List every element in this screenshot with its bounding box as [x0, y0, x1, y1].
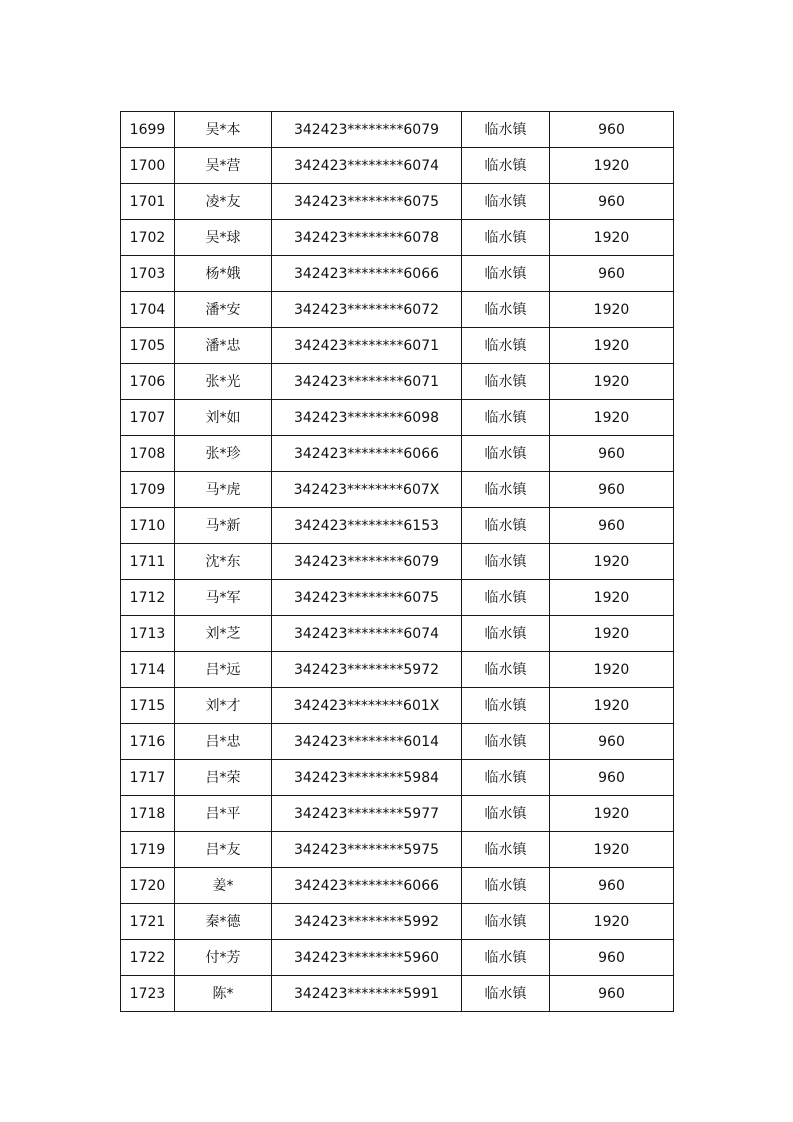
id-number: 342423********6075 [272, 184, 462, 220]
amount: 1920 [550, 400, 674, 436]
town-name: 临水镇 [462, 652, 550, 688]
row-number: 1722 [121, 940, 175, 976]
person-name: 秦*德 [175, 904, 272, 940]
town-name: 临水镇 [462, 616, 550, 652]
table-row [121, 976, 674, 1012]
id-number: 342423********6078 [272, 220, 462, 256]
table-row [121, 472, 674, 508]
table-row [121, 256, 674, 292]
row-number: 1711 [121, 544, 175, 580]
roster-table-body [121, 112, 674, 1012]
town-name: 临水镇 [462, 112, 550, 148]
id-number: 342423********607X [272, 472, 462, 508]
person-name: 吕*远 [175, 652, 272, 688]
table-row [121, 688, 674, 724]
amount: 1920 [550, 364, 674, 400]
row-number: 1716 [121, 724, 175, 760]
person-name: 吕*忠 [175, 724, 272, 760]
person-name: 潘*忠 [175, 328, 272, 364]
row-number: 1718 [121, 796, 175, 832]
table-row [121, 832, 674, 868]
person-name: 马*虎 [175, 472, 272, 508]
id-number: 342423********6098 [272, 400, 462, 436]
town-name: 临水镇 [462, 724, 550, 760]
town-name: 临水镇 [462, 364, 550, 400]
amount: 1920 [550, 796, 674, 832]
row-number: 1699 [121, 112, 175, 148]
amount: 960 [550, 976, 674, 1012]
id-number: 342423********6066 [272, 868, 462, 904]
id-number: 342423********5991 [272, 976, 462, 1012]
row-number: 1703 [121, 256, 175, 292]
row-number: 1717 [121, 760, 175, 796]
town-name: 临水镇 [462, 508, 550, 544]
person-name: 杨*娥 [175, 256, 272, 292]
id-number: 342423********6072 [272, 292, 462, 328]
id-number: 342423********6071 [272, 328, 462, 364]
id-number: 342423********6071 [272, 364, 462, 400]
id-number: 342423********5992 [272, 904, 462, 940]
table-row [121, 904, 674, 940]
person-name: 马*军 [175, 580, 272, 616]
row-number: 1709 [121, 472, 175, 508]
table-row [121, 760, 674, 796]
id-number: 342423********6066 [272, 436, 462, 472]
amount: 1920 [550, 544, 674, 580]
town-name: 临水镇 [462, 544, 550, 580]
row-number: 1704 [121, 292, 175, 328]
amount: 960 [550, 256, 674, 292]
person-name: 吴*球 [175, 220, 272, 256]
row-number: 1701 [121, 184, 175, 220]
id-number: 342423********5977 [272, 796, 462, 832]
table-row [121, 292, 674, 328]
amount: 1920 [550, 580, 674, 616]
amount: 960 [550, 436, 674, 472]
row-number: 1723 [121, 976, 175, 1012]
amount: 960 [550, 472, 674, 508]
row-number: 1715 [121, 688, 175, 724]
town-name: 临水镇 [462, 976, 550, 1012]
id-number: 342423********6074 [272, 148, 462, 184]
person-name: 张*光 [175, 364, 272, 400]
row-number: 1706 [121, 364, 175, 400]
table-row [121, 436, 674, 472]
person-name: 凌*友 [175, 184, 272, 220]
town-name: 临水镇 [462, 220, 550, 256]
table-row [121, 616, 674, 652]
id-number: 342423********6153 [272, 508, 462, 544]
row-number: 1721 [121, 904, 175, 940]
person-name: 吴*营 [175, 148, 272, 184]
id-number: 342423********5984 [272, 760, 462, 796]
town-name: 临水镇 [462, 580, 550, 616]
row-number: 1708 [121, 436, 175, 472]
town-name: 临水镇 [462, 688, 550, 724]
table-row [121, 868, 674, 904]
table-row [121, 112, 674, 148]
person-name: 姜* [175, 868, 272, 904]
town-name: 临水镇 [462, 760, 550, 796]
amount: 1920 [550, 616, 674, 652]
amount: 1920 [550, 328, 674, 364]
amount: 1920 [550, 148, 674, 184]
id-number: 342423********6014 [272, 724, 462, 760]
person-name: 吕*荣 [175, 760, 272, 796]
person-name: 刘*如 [175, 400, 272, 436]
person-name: 马*新 [175, 508, 272, 544]
person-name: 吴*本 [175, 112, 272, 148]
amount: 960 [550, 868, 674, 904]
table-row [121, 652, 674, 688]
table-row [121, 796, 674, 832]
table-row [121, 544, 674, 580]
amount: 960 [550, 508, 674, 544]
table-row [121, 184, 674, 220]
table-row [121, 724, 674, 760]
person-name: 刘*芝 [175, 616, 272, 652]
table-row [121, 328, 674, 364]
town-name: 临水镇 [462, 400, 550, 436]
amount: 960 [550, 112, 674, 148]
roster-table [120, 111, 674, 1012]
town-name: 临水镇 [462, 256, 550, 292]
amount: 1920 [550, 904, 674, 940]
row-number: 1713 [121, 616, 175, 652]
row-number: 1710 [121, 508, 175, 544]
town-name: 临水镇 [462, 328, 550, 364]
amount: 960 [550, 724, 674, 760]
id-number: 342423********6079 [272, 112, 462, 148]
amount: 960 [550, 940, 674, 976]
id-number: 342423********6075 [272, 580, 462, 616]
id-number: 342423********601X [272, 688, 462, 724]
row-number: 1720 [121, 868, 175, 904]
town-name: 临水镇 [462, 292, 550, 328]
row-number: 1707 [121, 400, 175, 436]
amount: 1920 [550, 220, 674, 256]
person-name: 陈* [175, 976, 272, 1012]
amount: 1920 [550, 292, 674, 328]
town-name: 临水镇 [462, 868, 550, 904]
id-number: 342423********5960 [272, 940, 462, 976]
id-number: 342423********5975 [272, 832, 462, 868]
table-row [121, 508, 674, 544]
row-number: 1714 [121, 652, 175, 688]
town-name: 临水镇 [462, 796, 550, 832]
row-number: 1705 [121, 328, 175, 364]
id-number: 342423********6079 [272, 544, 462, 580]
amount: 960 [550, 184, 674, 220]
amount: 1920 [550, 832, 674, 868]
person-name: 付*芳 [175, 940, 272, 976]
town-name: 临水镇 [462, 184, 550, 220]
person-name: 吕*平 [175, 796, 272, 832]
town-name: 临水镇 [462, 832, 550, 868]
town-name: 临水镇 [462, 904, 550, 940]
id-number: 342423********6066 [272, 256, 462, 292]
table-row [121, 580, 674, 616]
person-name: 刘*才 [175, 688, 272, 724]
id-number: 342423********5972 [272, 652, 462, 688]
amount: 1920 [550, 688, 674, 724]
row-number: 1700 [121, 148, 175, 184]
table-row [121, 940, 674, 976]
person-name: 吕*友 [175, 832, 272, 868]
amount: 1920 [550, 652, 674, 688]
town-name: 临水镇 [462, 436, 550, 472]
town-name: 临水镇 [462, 472, 550, 508]
row-number: 1719 [121, 832, 175, 868]
row-number: 1702 [121, 220, 175, 256]
table-row [121, 400, 674, 436]
table-row [121, 148, 674, 184]
id-number: 342423********6074 [272, 616, 462, 652]
person-name: 沈*东 [175, 544, 272, 580]
table-row [121, 364, 674, 400]
town-name: 临水镇 [462, 940, 550, 976]
town-name: 临水镇 [462, 148, 550, 184]
amount: 960 [550, 760, 674, 796]
person-name: 张*珍 [175, 436, 272, 472]
table-row [121, 220, 674, 256]
person-name: 潘*安 [175, 292, 272, 328]
row-number: 1712 [121, 580, 175, 616]
